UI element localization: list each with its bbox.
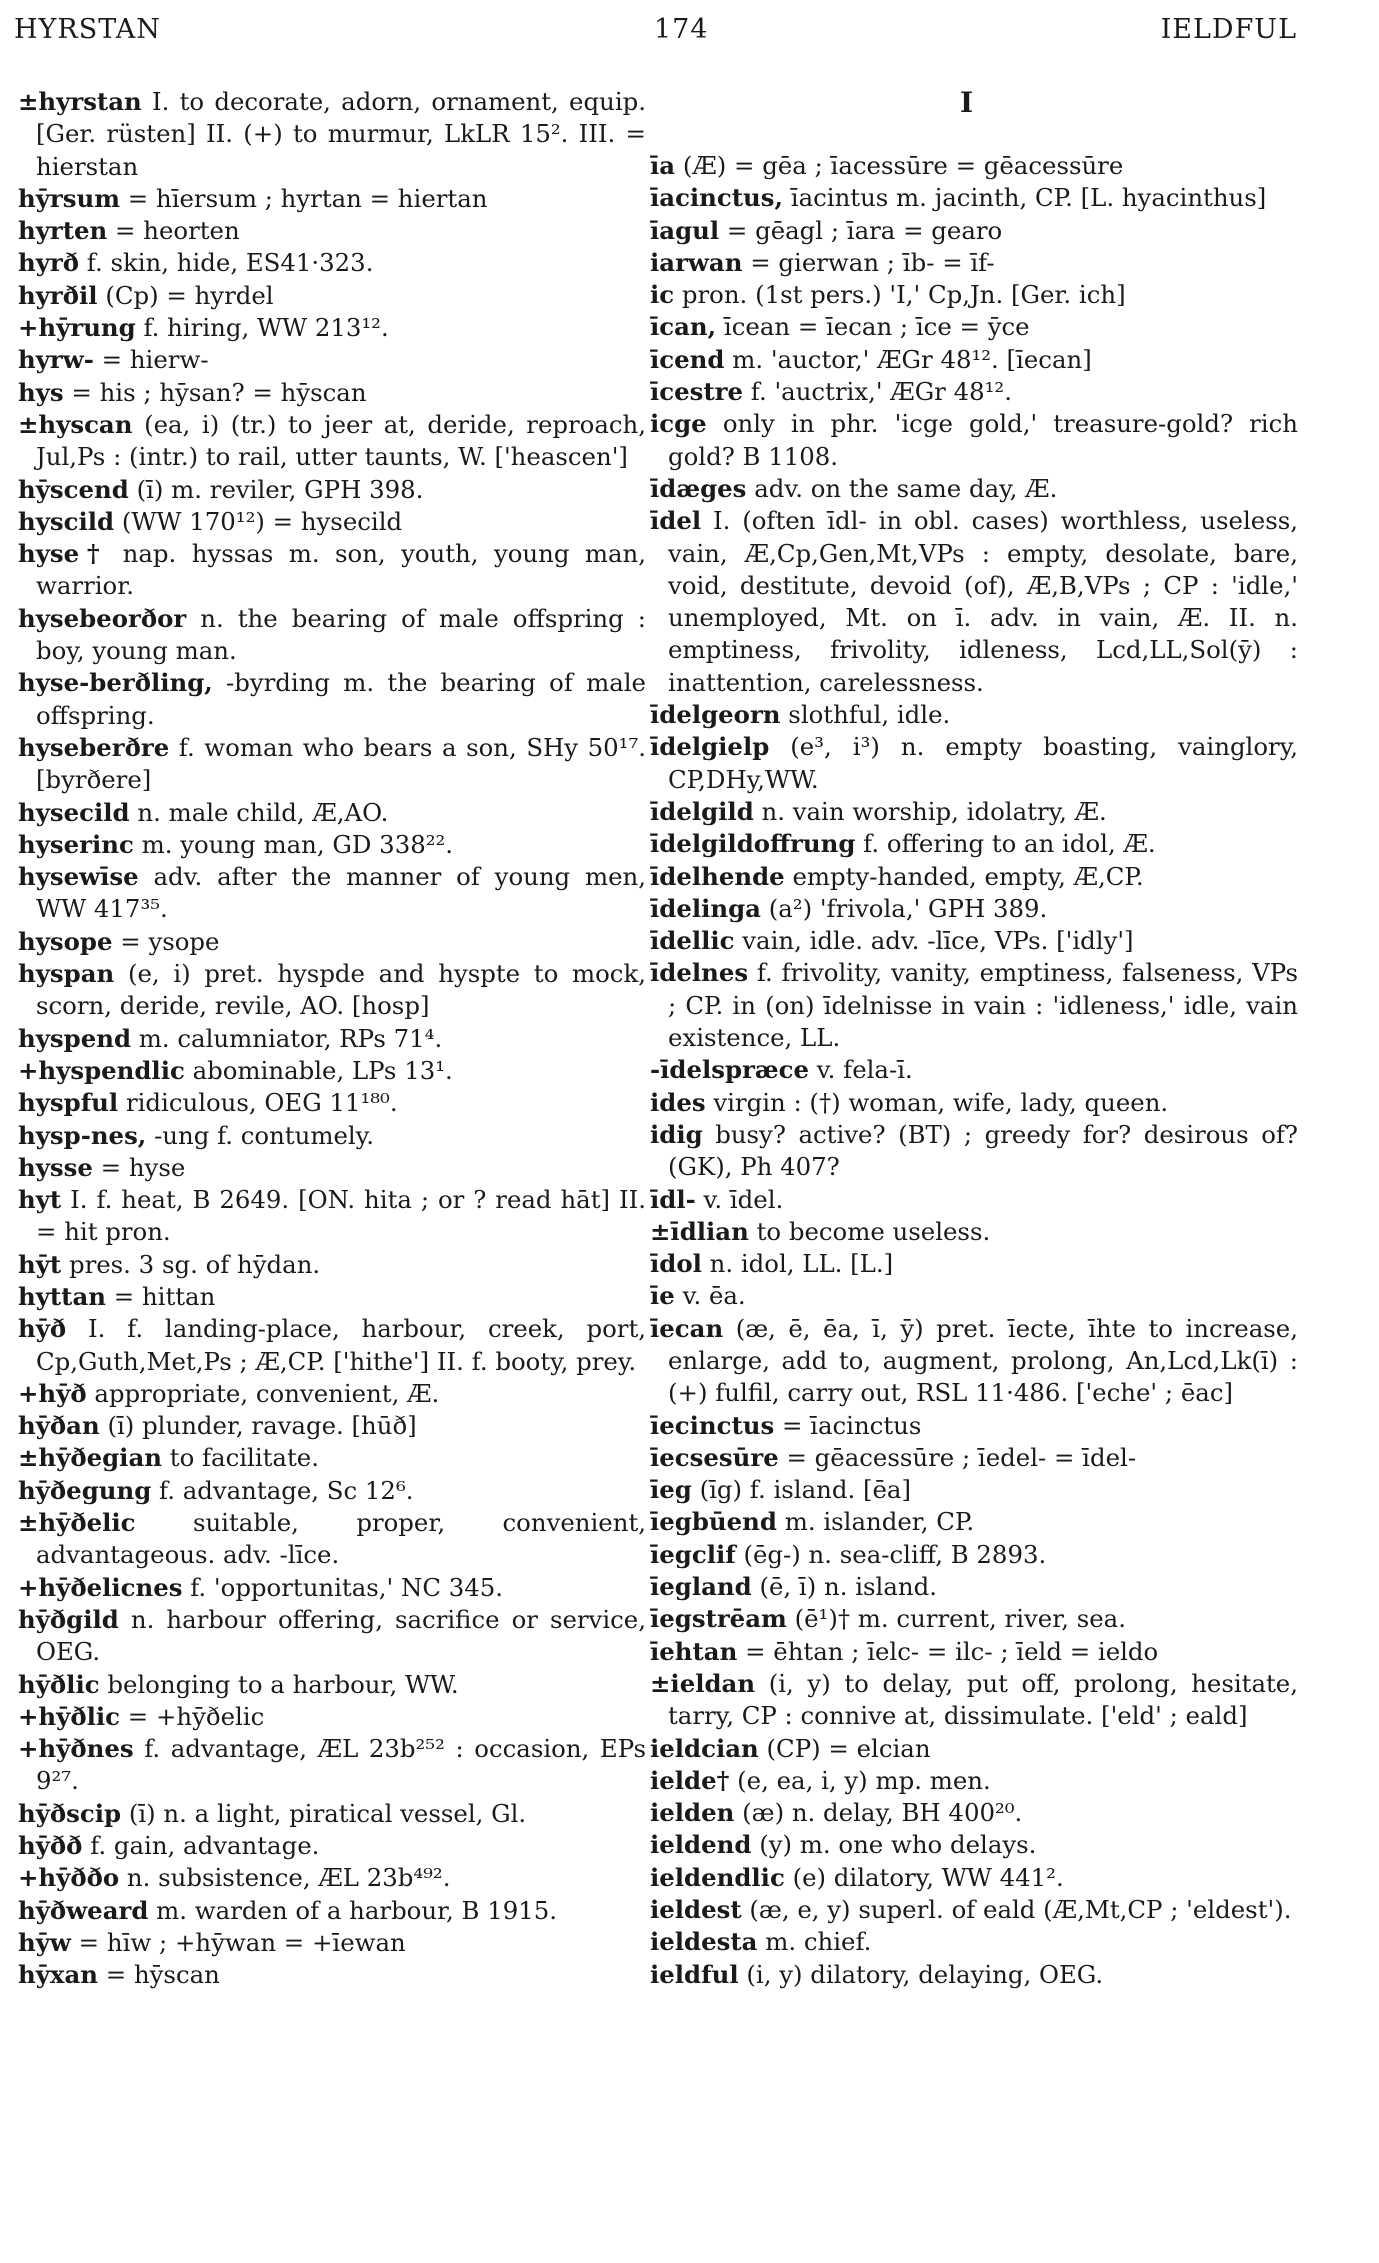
entry-headword: hysecild [18, 797, 130, 827]
entry-headword: hysp-nes, [18, 1120, 147, 1150]
dictionary-entry [650, 1668, 1298, 1733]
entry-body: (y) m. one who delays. [759, 1830, 1037, 1860]
entry-headword: īdelnes [650, 958, 749, 988]
entry-headword: īdelhende [650, 861, 785, 891]
entry-headword: īdellic [650, 926, 735, 956]
entry-body: n. the bearing of male offspring : boy, young man. [36, 603, 646, 666]
entry-headword: hysebeorðor [18, 603, 187, 633]
entry-body: (ea, i) (tr.) to jeer at, deride, reproach, Jul,Ps : (intr.) to rail, utter taunts, W. ['heascen'] [36, 409, 646, 472]
entry-headword: hȳw [18, 1927, 71, 1957]
entry-body: slothful, idle. [788, 700, 951, 730]
entry-headword: hyspful [18, 1088, 119, 1118]
entry-headword: ic [650, 280, 675, 310]
entry-headword: ides [650, 1087, 706, 1117]
entry-headword: īegclif [650, 1539, 736, 1569]
entry-headword: hȳð [18, 1314, 67, 1344]
dictionary-entry [18, 1895, 646, 1927]
dictionary-entry [18, 1378, 646, 1410]
right-column [650, 150, 1298, 1991]
entry-headword: hyscild [18, 506, 115, 536]
dictionary-entry [650, 1829, 1298, 1861]
entry-body: (Cp) = hyrdel [105, 280, 274, 310]
entry-body: f. hiring, WW 213¹². [143, 313, 389, 343]
entry-headword: īehtan [650, 1636, 738, 1666]
entry-headword: īacinctus, [650, 183, 783, 213]
entry-body: (īg) f. island. [ēa] [699, 1475, 911, 1505]
dictionary-entry [650, 1474, 1298, 1506]
entry-headword: iarwan [650, 247, 743, 277]
entry-headword: īdelgild [650, 796, 754, 826]
entry-body: belonging to a harbour, WW. [107, 1669, 459, 1699]
entry-body: f. advantage, Sc 12⁶. [159, 1475, 414, 1505]
entry-body: = ēhtan ; īelc- = ilc- ; īeld = ieldo [745, 1636, 1159, 1666]
dictionary-entry [18, 797, 646, 829]
entry-headword: -īdelspræce [650, 1055, 810, 1085]
entry-headword: īeg [650, 1475, 692, 1505]
dictionary-entry [18, 829, 646, 861]
entry-headword: +hyspendlic [18, 1055, 185, 1085]
dictionary-entry [18, 1701, 646, 1733]
entry-body: = hīw ; +hȳwan = +īewan [78, 1927, 406, 1957]
dictionary-entry [18, 538, 646, 603]
dictionary-entry [18, 344, 646, 376]
entry-headword: īcan, [650, 312, 717, 342]
entry-body: (ēg-) n. sea-cliff, B 2893. [743, 1539, 1047, 1569]
entry-headword: idig [650, 1119, 703, 1149]
entry-headword: īecinctus [650, 1410, 775, 1440]
entry-body: busy? active? (BT) ; greedy for? desirous of? (GK), Ph 407? [668, 1119, 1298, 1182]
running-head-right: IELDFUL [1160, 14, 1297, 45]
entry-body: -ung f. contumely. [154, 1120, 374, 1150]
dictionary-entry [650, 796, 1298, 828]
entry-headword: īdol [650, 1249, 702, 1279]
dictionary-entry [650, 1862, 1298, 1894]
dictionary-entry [18, 312, 646, 344]
dictionary-entry [650, 1054, 1298, 1086]
entry-headword: hȳðan [18, 1411, 100, 1441]
dictionary-entry [18, 861, 646, 926]
dictionary-entry [18, 1120, 646, 1152]
dictionary-entry [650, 1733, 1298, 1765]
entry-headword: īdelinga [650, 893, 761, 923]
dictionary-entry [650, 1894, 1298, 1926]
dictionary-entry [650, 150, 1298, 182]
dictionary-entry [18, 1927, 646, 1959]
dictionary-entry [650, 1248, 1298, 1280]
entry-body: īcean = īecan ; īce = ȳce [723, 312, 1030, 342]
entry-headword: ielde† [650, 1765, 730, 1795]
entry-body: (ē, ī) n. island. [759, 1572, 937, 1602]
entry-body: to facilitate. [169, 1443, 319, 1473]
entry-headword: hysewīse [18, 862, 139, 892]
entry-headword: hȳðgild [18, 1604, 119, 1634]
dictionary-entry [650, 279, 1298, 311]
entry-body: (æ) n. delay, BH 400²⁰. [742, 1798, 1023, 1828]
entry-headword: ieldful [650, 1959, 739, 1989]
entry-body: n. vain worship, idolatry, Æ. [761, 796, 1107, 826]
entry-body: = hittan [113, 1281, 216, 1311]
dictionary-entry [18, 1023, 646, 1055]
dictionary-entry [18, 1087, 646, 1119]
entry-headword: īdelgielp [650, 732, 770, 762]
dictionary-entry [650, 699, 1298, 731]
entry-headword: hyserinc [18, 829, 134, 859]
entry-body: v. fela-ī. [816, 1055, 913, 1085]
dictionary-entry [18, 1604, 646, 1669]
dictionary-entry [18, 603, 646, 668]
dictionary-entry [18, 958, 646, 1023]
dictionary-entry [18, 1442, 646, 1474]
entry-body: ridiculous, OEG 11¹⁸⁰. [125, 1088, 398, 1118]
dictionary-entry [650, 957, 1298, 1054]
entry-body: (Æ) = gēa ; īacessūre = gēacessūre [682, 151, 1124, 180]
entry-body: (e, i) pret. hyspde and hyspte to mock, scorn, deride, revile, AO. [hosp] [36, 959, 646, 1021]
entry-headword: īegbūend [650, 1507, 777, 1537]
dictionary-entry [18, 506, 646, 538]
entry-body: = hȳscan [105, 1960, 220, 1990]
entry-body: = hīersum ; hyrtan = hiertan [127, 183, 488, 213]
running-head-left: HYRSTAN [14, 14, 161, 45]
section-letter: I [960, 86, 974, 119]
entry-body: empty-handed, empty, Æ,CP. [792, 861, 1144, 891]
entry-headword: ±hȳðelic [18, 1508, 136, 1538]
dictionary-entry [650, 247, 1298, 279]
entry-body: nap. hyssas m. son, youth, young man, warrior. [36, 539, 646, 601]
dictionary-entry [18, 1572, 646, 1604]
entry-headword: hȳrsum [18, 183, 121, 213]
entry-body: I. f. landing-place, harbour, creek, port, Cp,Guth,Met,Ps ; Æ,CP. ['hithe'] II. f. booty, prey. [36, 1314, 646, 1376]
entry-headword: ±hȳðegian [18, 1443, 162, 1473]
entry-body: to become useless. [756, 1216, 991, 1246]
dictionary-entry [18, 1830, 646, 1862]
dictionary-entry [650, 1571, 1298, 1603]
dictionary-entry [650, 1765, 1298, 1797]
dictionary-entry [650, 731, 1298, 796]
dictionary-entry [18, 1410, 646, 1442]
entry-headword: hȳscend [18, 474, 129, 504]
page-number: 174 [654, 14, 709, 45]
entry-body: f. 'opportunitas,' NC 345. [190, 1572, 504, 1602]
entry-body: v. ēa. [682, 1281, 746, 1311]
dictionary-entry [18, 247, 646, 279]
entry-headword: ±ieldan [650, 1668, 756, 1698]
entry-headword: ±īdlian [650, 1216, 749, 1246]
entry-headword: ieldesta [650, 1927, 758, 1957]
dictionary-entry [650, 311, 1298, 343]
entry-body: (e, ea, i, y) mp. men. [737, 1765, 991, 1795]
dictionary-entry [650, 182, 1298, 214]
entry-headword: īcend [650, 344, 725, 374]
dictionary-entry [18, 1959, 646, 1991]
dictionary-entry [650, 1442, 1298, 1474]
entry-body: f. skin, hide, ES41·323. [86, 248, 374, 278]
entry-body: f. gain, advantage. [90, 1831, 320, 1861]
entry-body: vain, idle. adv. -līce, VPs. ['idly'] [742, 926, 1134, 956]
dictionary-entry [18, 1281, 646, 1313]
entry-headword: +hȳð [18, 1378, 87, 1408]
dictionary-entry [18, 280, 646, 312]
entry-body: m. chief. [765, 1927, 872, 1957]
dictionary-entry [650, 861, 1298, 893]
entry-body: (e³, i³) n. empty boasting, vainglory, CP,DHy,WW. [668, 732, 1298, 794]
entry-body: n. male child, Æ,AO. [137, 797, 389, 827]
entry-headword: hyse† [18, 539, 108, 569]
entry-headword: īdl- [650, 1184, 696, 1214]
dictionary-entry [650, 505, 1298, 699]
entry-headword: īdel [650, 506, 702, 536]
dictionary-entry [650, 376, 1298, 408]
entry-body: n. subsistence, ÆL 23b⁴⁹². [126, 1863, 451, 1893]
entry-body: = gierwan ; īb- = īf- [750, 247, 995, 277]
entry-headword: ielden [650, 1798, 735, 1828]
entry-headword: hȳðweard [18, 1895, 149, 1925]
dictionary-entry [18, 1055, 646, 1087]
entry-body: pres. 3 sg. of hȳdan. [68, 1249, 321, 1279]
dictionary-entry [650, 1280, 1298, 1312]
dictionary-entry [18, 409, 646, 474]
entry-headword: ieldendlic [650, 1862, 785, 1892]
entry-body: f. frivolity, vanity, emptiness, falseness, VPs ; CP. in (on) īdelnisse in vain : 'idleness,' idle, vain existence, LL. [668, 958, 1298, 1053]
entry-body: n. harbour offering, sacrifice or service, OEG. [36, 1604, 646, 1667]
dictionary-entry [650, 1410, 1298, 1442]
entry-body: = gēagl ; īara = gearo [726, 215, 1003, 245]
entry-body: adv. on the same day, Æ. [754, 473, 1058, 503]
dictionary-entry [18, 86, 646, 183]
entry-body: m. islander, CP. [784, 1507, 975, 1537]
entry-body: abominable, LPs 13¹. [192, 1055, 453, 1085]
entry-headword: hyseberðre [18, 732, 170, 762]
dictionary-entry [18, 926, 646, 958]
entry-headword: īecsesūre [650, 1442, 779, 1472]
entry-headword: hyrw- [18, 345, 94, 375]
entry-headword: +hȳðelicnes [18, 1572, 183, 1602]
entry-headword: icge [650, 409, 707, 439]
entry-body: m. young man, GD 338²². [141, 829, 454, 859]
dictionary-entry [650, 1313, 1298, 1410]
entry-body: (ī) plunder, ravage. [hūð] [107, 1411, 417, 1441]
dictionary-entry [650, 344, 1298, 376]
entry-body: m. calumniator, RPs 71⁴. [138, 1023, 443, 1053]
entry-body: (æ, ē, ēa, ī, ȳ) pret. īecte, īhte to increase, enlarge, add to, augment, prolong, An,Lcd,Lk(ī) : (+) fulfil, carry out, RSL 11·486. ['eche' ; ēac] [668, 1313, 1298, 1408]
entry-headword: īagul [650, 215, 720, 245]
entry-body: = +hȳðelic [127, 1701, 265, 1731]
dictionary-entry [18, 1249, 646, 1281]
dictionary-entry [18, 732, 646, 797]
entry-headword: īecan [650, 1313, 724, 1343]
entry-headword: +hȳrung [18, 313, 136, 343]
entry-body: f. 'auctrix,' ÆGr 48¹². [750, 377, 1012, 407]
dictionary-entry [650, 1087, 1298, 1119]
running-head [14, 14, 1297, 54]
entry-body: (i, y) to delay, put off, prolong, hesitate, tarry, CP : connive at, dissimulate. ['eld' ; eald] [668, 1668, 1298, 1731]
entry-body: f. offering to an idol, Æ. [863, 829, 1156, 859]
entry-body: = heorten [115, 216, 240, 246]
entry-headword: hyrð [18, 248, 80, 278]
entry-body: only in phr. 'icge gold,' treasure-gold? rich gold? B 1108. [668, 409, 1298, 471]
entry-headword: ±hyrstan [18, 87, 142, 116]
entry-body: suitable, proper, convenient, advantageous. adv. -līce. [36, 1508, 646, 1570]
entry-body: (ī) m. reviler, GPH 398. [136, 474, 424, 504]
entry-body: -byrding m. the bearing of male offspring. [36, 668, 646, 730]
entry-body: = īacinctus [781, 1410, 922, 1440]
dictionary-entry [650, 925, 1298, 957]
entry-headword: īdelgildoffrung [650, 829, 856, 859]
entry-headword: hȳðegung [18, 1475, 152, 1505]
dictionary-entry [18, 1798, 646, 1830]
dictionary-entry [650, 1506, 1298, 1538]
entry-headword: īdæges [650, 473, 747, 503]
entry-headword: ieldest [650, 1895, 742, 1925]
entry-headword: hȳðlic [18, 1669, 100, 1699]
entry-body: = his ; hȳsan? = hȳscan [71, 377, 367, 407]
dictionary-entry [650, 473, 1298, 505]
entry-body: m. warden of a harbour, B 1915. [156, 1895, 558, 1925]
entry-body: īacintus m. jacinth, CP. [L. hyacinthus] [790, 183, 1267, 213]
entry-body: = ysope [120, 926, 220, 956]
left-column [18, 86, 646, 1992]
entry-headword: hȳxan [18, 1960, 98, 1990]
entry-body: (a²) 'frivola,' GPH 389. [768, 893, 1048, 923]
dictionary-entry [18, 1507, 646, 1572]
dictionary-entry [650, 1216, 1298, 1248]
entry-body: (WW 170¹²) = hysecild [121, 506, 403, 536]
entry-headword: hȳt [18, 1249, 62, 1279]
entry-body: (æ, e, y) superl. of eald (Æ,Mt,CP ; 'eldest'). [749, 1895, 1292, 1925]
dictionary-entry [650, 215, 1298, 247]
dictionary-entry [650, 893, 1298, 925]
entry-headword: hyttan [18, 1281, 106, 1311]
dictionary-entry [650, 1539, 1298, 1571]
entry-body: f. woman who bears a son, SHy 50¹⁷. [byrðere] [36, 732, 646, 795]
entry-headword: +hȳðlic [18, 1701, 120, 1731]
entry-headword: īe [650, 1281, 675, 1311]
entry-body: adv. after the manner of young men, WW 417³⁵. [36, 862, 646, 924]
entry-body: appropriate, convenient, Æ. [94, 1378, 440, 1408]
entry-body: (ē¹)† m. current, river, sea. [794, 1604, 1126, 1634]
entry-body: f. advantage, ÆL 23b²⁵² : occasion, EPs 9²⁷. [36, 1734, 646, 1796]
entry-headword: ieldcian [650, 1733, 759, 1763]
entry-headword: hyspan [18, 959, 115, 989]
entry-headword: hyspend [18, 1023, 131, 1053]
entry-headword: īa [650, 151, 676, 180]
entry-body: (ī) n. a light, piratical vessel, Gl. [128, 1798, 527, 1828]
dictionary-entry [18, 215, 646, 247]
dictionary-entry [18, 1475, 646, 1507]
entry-body: = hierw- [101, 345, 209, 375]
dictionary-entry [650, 1959, 1298, 1991]
dictionary-entry [650, 1797, 1298, 1829]
entry-body: pron. (1st pers.) 'I,' Cp,Jn. [Ger. ich] [681, 280, 1126, 310]
entry-headword: hysse [18, 1152, 93, 1182]
entry-headword: ±hyscan [18, 409, 133, 439]
entry-headword: īegstrēam [650, 1604, 787, 1634]
entry-body: I. f. heat, B 2649. [ON. hita ; or ? read hāt] II. = hit pron. [36, 1185, 646, 1247]
entry-headword: hyrðil [18, 280, 98, 310]
entry-body: (CP) = elcian [766, 1733, 931, 1763]
entry-body: (i, y) dilatory, delaying, OEG. [746, 1959, 1104, 1989]
dictionary-entry [18, 1733, 646, 1798]
dictionary-entry [650, 1603, 1298, 1635]
dictionary-entry [650, 408, 1298, 473]
dictionary-entry [18, 1313, 646, 1378]
entry-headword: īdelgeorn [650, 700, 781, 730]
entry-body: = hyse [100, 1152, 186, 1182]
dictionary-entry [18, 183, 646, 215]
entry-body: I. (often īdl- in obl. cases) worthless, useless, vain, Æ,Cp,Gen,Mt,VPs : empty, desolate, bare, void, destitute, devoid (of), Æ,B,VPs ; CP : 'idle,' unemployed, Mt. on ī. adv. in vain, Æ. II. n. emptiness, frivolity, idleness, Lcd,LL,Sol(ȳ) : inattention, carelessness. [668, 506, 1298, 697]
entry-body: I. to decorate, adorn, ornament, equip. [Ger. rüsten] II. (+) to murmur, LkLR 15². III. = hierstan [36, 87, 646, 181]
entry-headword: hyse-berðling, [18, 668, 213, 698]
dictionary-entry [650, 1636, 1298, 1668]
entry-headword: +hȳðnes [18, 1734, 134, 1764]
dictionary-entry [18, 377, 646, 409]
entry-headword: hȳðscip [18, 1798, 122, 1828]
dictionary-entry [18, 1184, 646, 1249]
entry-headword: hys [18, 377, 64, 407]
entry-headword: hȳðð [18, 1831, 83, 1861]
dictionary-entry [18, 1152, 646, 1184]
entry-headword: īegland [650, 1572, 752, 1602]
dictionary-entry [18, 667, 646, 732]
dictionary-entry [650, 1926, 1298, 1958]
entry-headword: +hȳððo [18, 1863, 120, 1893]
dictionary-entry [18, 1862, 646, 1894]
entry-body: = gēacessūre ; īedel- = īdel- [786, 1442, 1137, 1472]
dictionary-entry [650, 1119, 1298, 1184]
entry-body: n. idol, LL. [L.] [709, 1249, 894, 1279]
dictionary-entry [18, 474, 646, 506]
entry-body: (e) dilatory, WW 441². [792, 1862, 1064, 1892]
entry-body: m. 'auctor,' ÆGr 48¹². [īecan] [732, 344, 1092, 374]
entry-headword: hysope [18, 926, 113, 956]
entry-headword: īcestre [650, 377, 744, 407]
entry-headword: ieldend [650, 1830, 752, 1860]
entry-headword: hyrten [18, 216, 108, 246]
dictionary-entry [18, 1669, 646, 1701]
dictionary-entry [650, 1184, 1298, 1216]
dictionary-entry [650, 828, 1298, 860]
entry-body: v. īdel. [703, 1184, 784, 1214]
entry-body: virgin : (†) woman, wife, lady, queen. [713, 1087, 1169, 1117]
entry-headword: hyt [18, 1185, 62, 1215]
